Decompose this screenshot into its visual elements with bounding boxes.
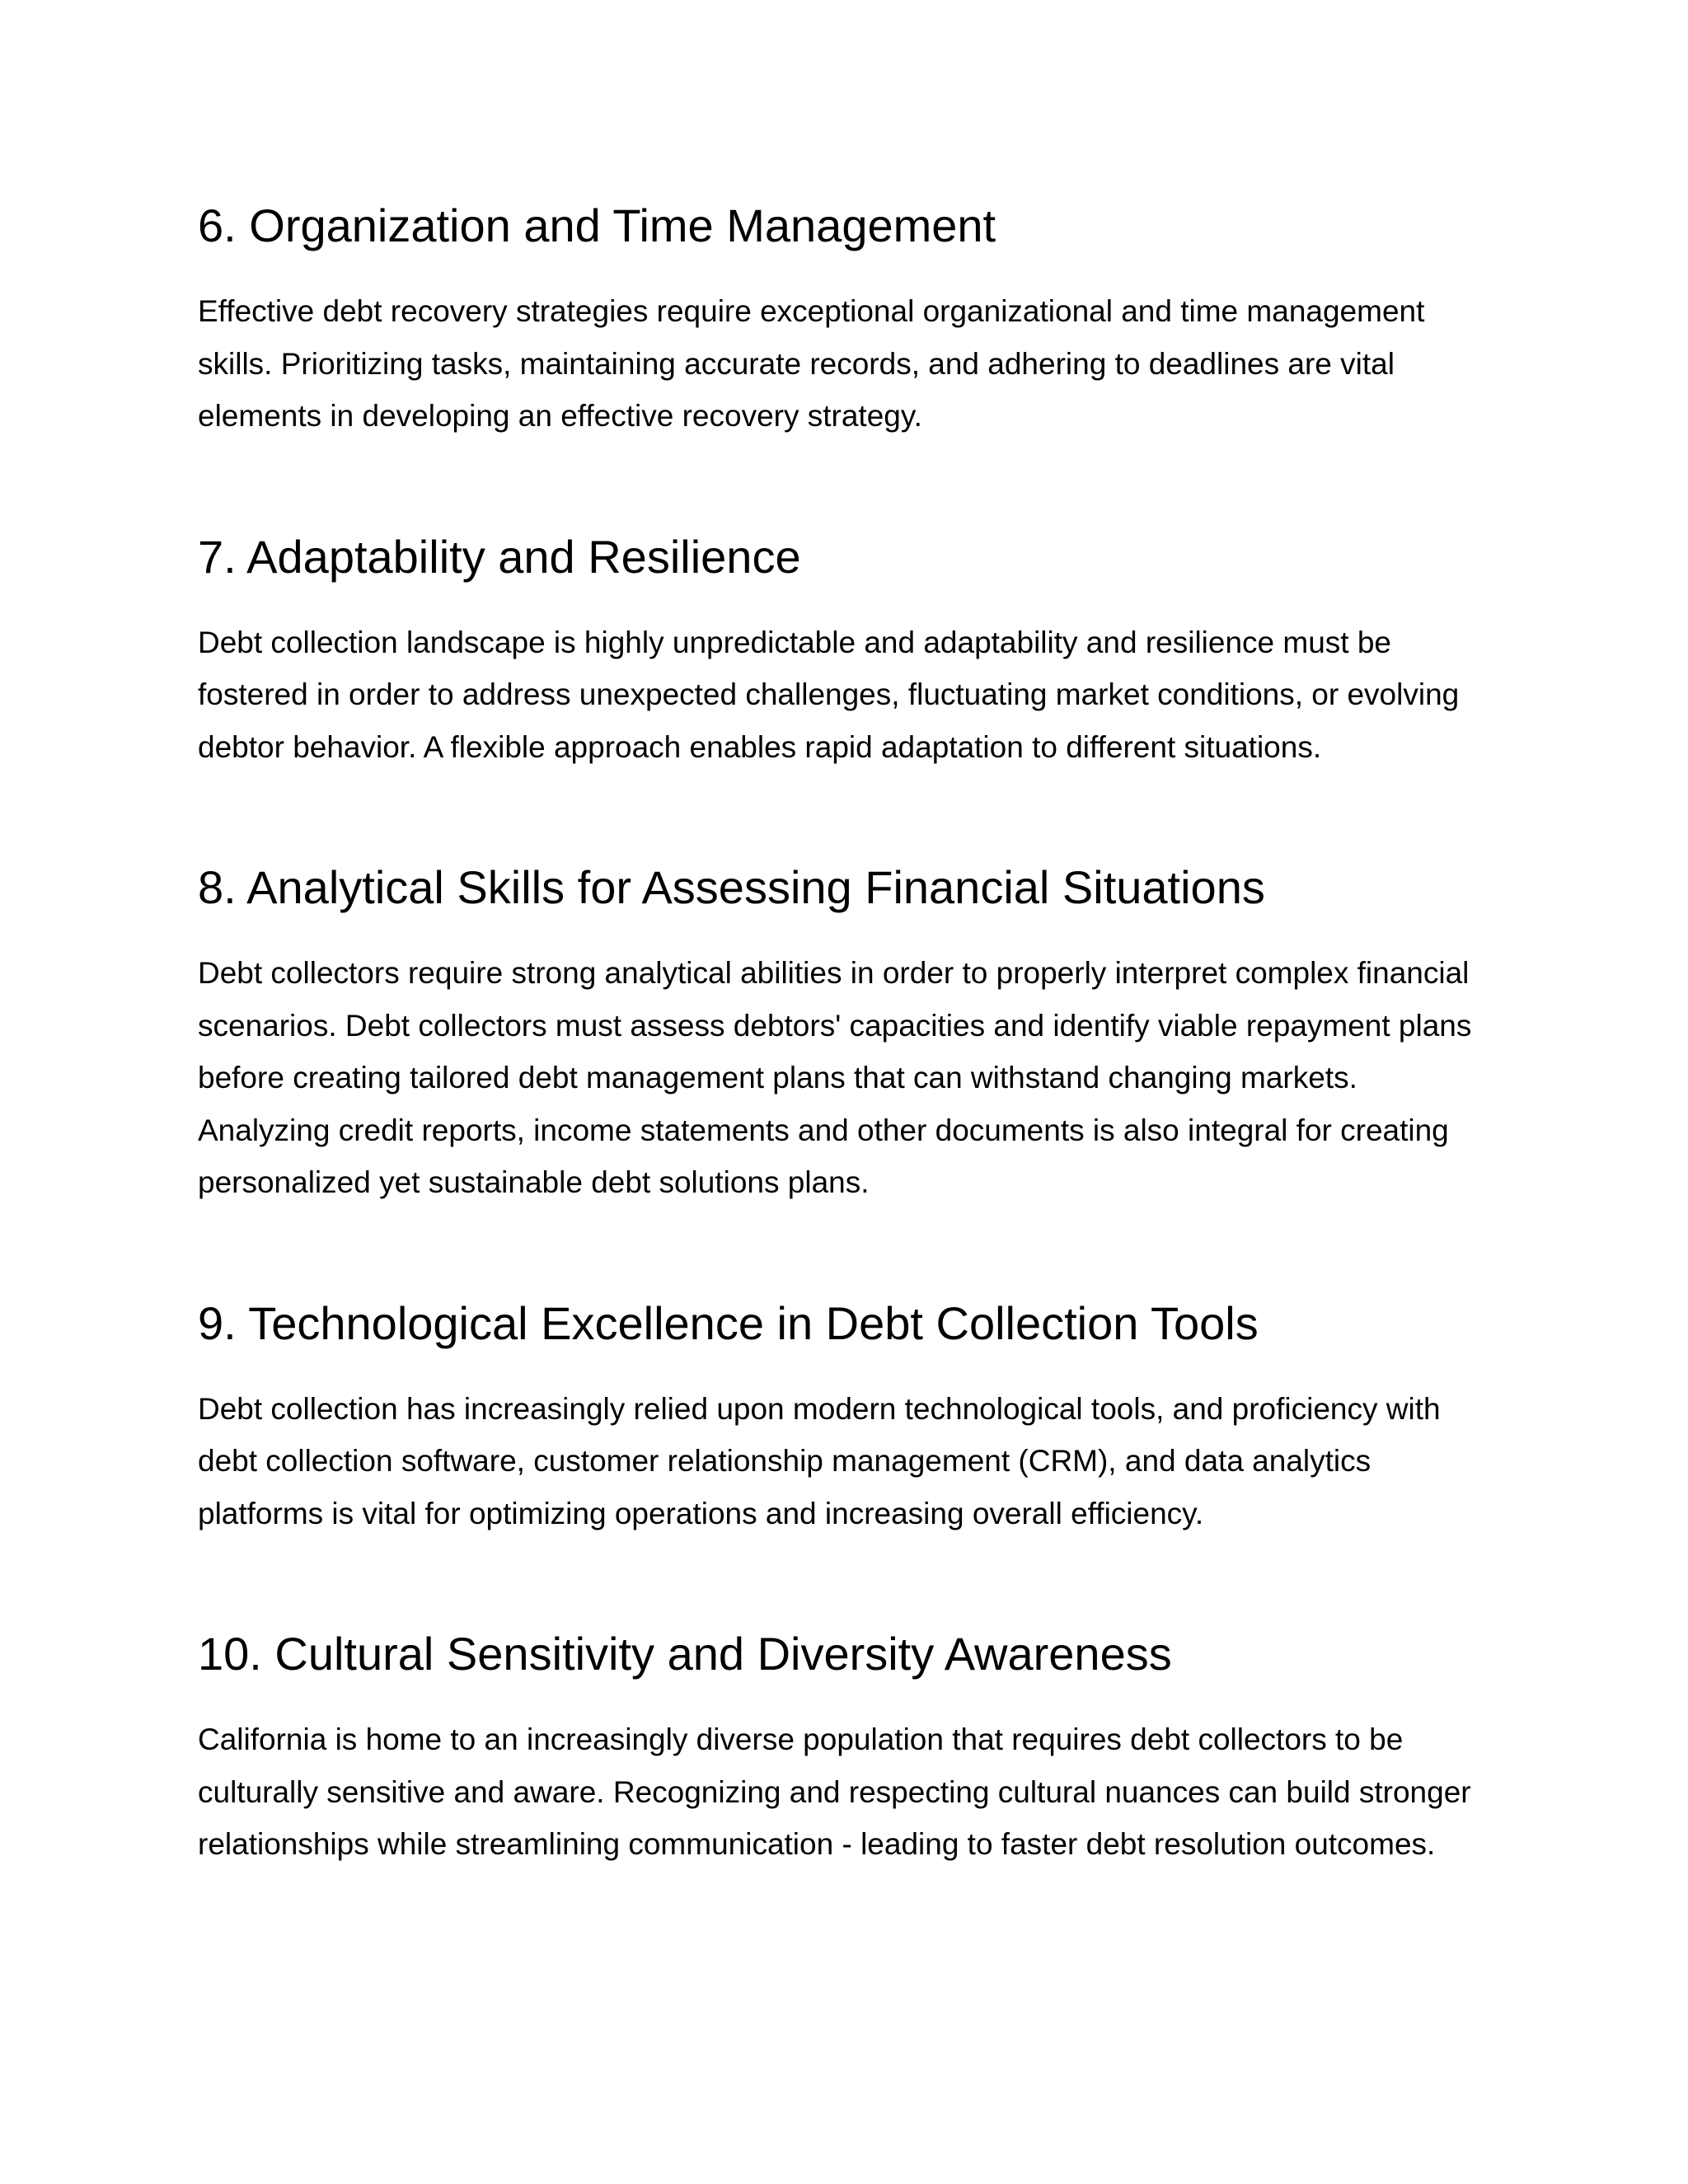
section-technological-excellence [198, 1289, 1484, 1540]
section-heading: 10. Cultural Sensitivity and Diversity Awareness [198, 1628, 1172, 1680]
section-heading: 9. Technological Excellence in Debt Collection Tools [198, 1296, 1259, 1349]
section-paragraph: Effective debt recovery strategies require exceptional organizational and time management skills. Prioritizing tasks, maintaining accurate records, and adhering to deadlines are vital elements in developing an effective recovery strategy. [198, 294, 1425, 433]
section-adaptability-resilience [198, 523, 1484, 774]
section-heading: 7. Adaptability and Resilience [198, 530, 801, 583]
section-cultural-sensitivity [198, 1619, 1484, 1871]
section-paragraph: Debt collectors require strong analytical abilities in order to properly interpret complex financial scenarios. Debt collectors must assess debtors' capacities and identify viable repayment plans before creating tailored debt management plans that can withstand changing markets. Analyzing credit reports, income statements and other documents is also integral for creating personalized yet sustainable debt solutions plans. [198, 956, 1472, 1199]
section-heading: 6. Organization and Time Management [198, 199, 996, 251]
section-analytical-skills [198, 853, 1484, 1209]
section-paragraph: Debt collection landscape is highly unpredictable and adaptability and resilience must be fostered in order to address unexpected challenges, fluctuating market conditions, or evolving debtor behavior. A flexible approach enables rapid adaptation to different situations. [198, 625, 1460, 764]
document-content [198, 191, 1484, 1871]
section-heading: 8. Analytical Skills for Assessing Financial Situations [198, 861, 1265, 913]
section-paragraph: California is home to an increasingly diverse population that requires debt collectors to be culturally sensitive and aware. Recognizing and respecting cultural nuances can build stronger relationships while streamlining communication - leading to faster debt resolution outcomes. [198, 1722, 1471, 1861]
section-paragraph: Debt collection has increasingly relied upon modern technological tools, and proficiency with debt collection software, customer relationship management (CRM), and data analytics platforms is vital for optimizing operations and increasing overall efficiency. [198, 1391, 1441, 1530]
section-organization-time-management [198, 191, 1484, 443]
